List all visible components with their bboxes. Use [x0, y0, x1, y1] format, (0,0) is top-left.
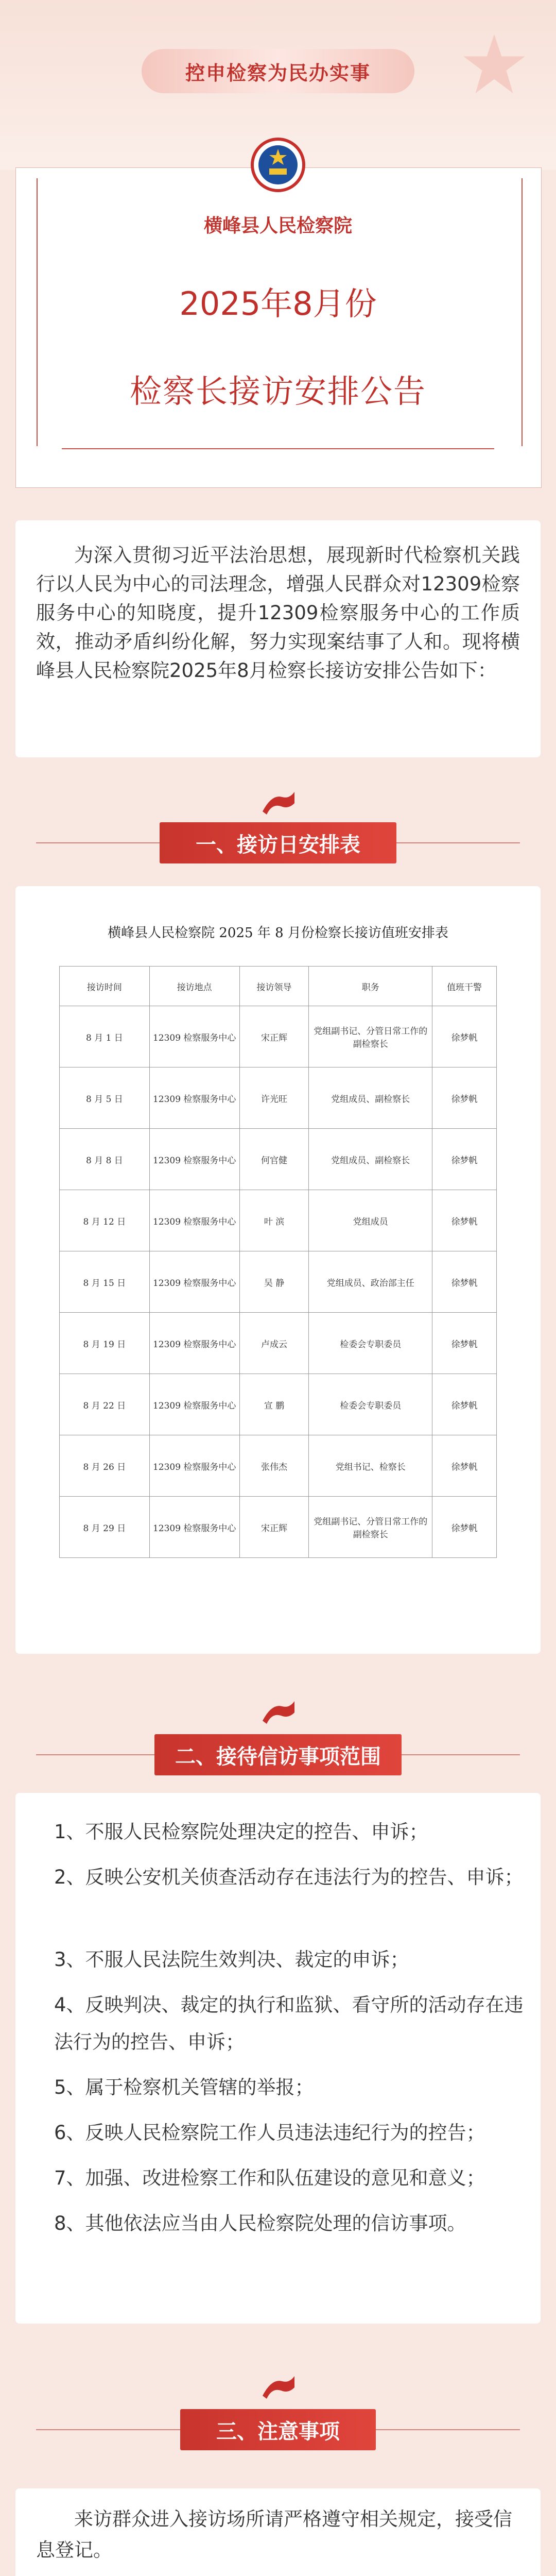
location-cell: 12309 检察服务中心 — [149, 1435, 239, 1497]
list-item: 4、反映判决、裁定的执行和监狱、看守所的活动存在违法行为的控告、申诉； — [54, 1994, 524, 2053]
header-cell: 职务 — [309, 967, 432, 1006]
table-row — [60, 1129, 497, 1190]
schedule-card — [15, 886, 541, 1654]
date-cell: 8 月 8 日 — [60, 1129, 150, 1190]
intro-card — [15, 520, 541, 757]
list-item: 3、不服人民法院生效判决、裁定的申诉； — [54, 1948, 409, 1971]
page-title: 检察长接访安排公告 — [129, 372, 426, 410]
duty-officer-cell: 徐梦帆 — [432, 1313, 497, 1374]
duty-officer-cell: 徐梦帆 — [432, 1129, 497, 1190]
section1-heading: 一、接访日安排表 — [160, 822, 396, 863]
slogan-banner — [142, 49, 414, 93]
leader-cell: 何官健 — [239, 1129, 309, 1190]
table-row — [60, 1374, 497, 1435]
schedule-title: 横峰县人民检察院 2025 年 8 月份检察长接访值班安排表 — [108, 925, 448, 941]
table-row — [60, 1435, 497, 1497]
header-cell: 接访时间 — [60, 967, 150, 1006]
position-cell: 党组成员、政治部主任 — [309, 1251, 432, 1313]
leader-cell: 宣 鹏 — [239, 1374, 309, 1435]
list-item: 8、其他依法应当由人民检察院处理的信访事项。 — [54, 2212, 466, 2234]
location-cell: 12309 检察服务中心 — [149, 1190, 239, 1251]
header-cell: 接访领导 — [239, 967, 309, 1006]
list-item: 5、属于检察机关管辖的举报； — [54, 2076, 314, 2098]
location-cell: 12309 检察服务中心 — [149, 1251, 239, 1313]
section2-heading: 二、接待信访事项范围 — [154, 1734, 402, 1775]
list-item: 1、不服人民检察院处理决定的控告、申诉； — [54, 1821, 428, 1843]
position-cell: 党组书记、检察长 — [309, 1435, 432, 1497]
table-row — [60, 1006, 497, 1067]
position-cell: 党组成员 — [309, 1190, 432, 1251]
header-cell: 接访地点 — [149, 967, 239, 1006]
location-cell: 12309 检察服务中心 — [149, 1374, 239, 1435]
date-cell: 8 月 29 日 — [60, 1497, 150, 1558]
date-cell: 8 月 15 日 — [60, 1251, 150, 1313]
date-cell: 8 月 12 日 — [60, 1190, 150, 1251]
table-row — [60, 1497, 497, 1558]
leader-cell: 叶 滨 — [239, 1190, 309, 1251]
star-icon — [461, 31, 528, 98]
header-cell: 值班干警 — [432, 967, 497, 1006]
position-cell: 党组副书记、分管日常工作的副检察长 — [309, 1497, 432, 1558]
table-row — [60, 1251, 497, 1313]
schedule-table — [59, 966, 497, 1558]
list-item: 6、反映人民检察院工作人员违法违纪行为的控告； — [54, 2122, 485, 2144]
leader-cell: 吴 静 — [239, 1251, 309, 1313]
date-cell: 8 月 19 日 — [60, 1313, 150, 1374]
duty-officer-cell: 徐梦帆 — [432, 1067, 497, 1129]
section3-line-left — [36, 2429, 180, 2430]
section1-line-right — [396, 842, 520, 843]
position-cell: 检委会专职委员 — [309, 1313, 432, 1374]
location-cell: 12309 检察服务中心 — [149, 1497, 239, 1558]
duty-officer-cell: 徐梦帆 — [432, 1374, 497, 1435]
flag-ornament-icon — [257, 1695, 299, 1726]
position-cell: 党组成员、副检察长 — [309, 1067, 432, 1129]
duty-officer-cell: 徐梦帆 — [432, 1006, 497, 1067]
section1-line-left — [36, 842, 160, 843]
location-cell: 12309 检察服务中心 — [149, 1129, 239, 1190]
list-item: 7、加强、改进检察工作和队伍建设的意见和意义； — [54, 2167, 485, 2189]
duty-officer-cell: 徐梦帆 — [432, 1435, 497, 1497]
table-row — [60, 1190, 497, 1251]
section2-line-right — [402, 1754, 520, 1755]
date-cell: 8 月 26 日 — [60, 1435, 150, 1497]
leader-cell: 卢成云 — [239, 1313, 309, 1374]
date-cell: 8 月 5 日 — [60, 1067, 150, 1129]
leader-cell: 张伟杰 — [239, 1435, 309, 1497]
title-month: 2025年8月份 — [179, 285, 377, 323]
flag-ornament-icon — [257, 786, 299, 817]
position-cell: 党组成员、副检察长 — [309, 1129, 432, 1190]
location-cell: 12309 检察服务中心 — [149, 1006, 239, 1067]
leader-cell: 许光旺 — [239, 1067, 309, 1129]
section2-line-left — [36, 1754, 154, 1755]
date-cell: 8 月 22 日 — [60, 1374, 150, 1435]
position-cell: 检委会专职委员 — [309, 1374, 432, 1435]
location-cell: 12309 检察服务中心 — [149, 1313, 239, 1374]
position-cell: 党组副书记、分管日常工作的副检察长 — [309, 1006, 432, 1067]
title-org: 横峰县人民检察院 — [203, 215, 352, 236]
table-row — [60, 1067, 497, 1129]
procuratorate-emblem-icon — [250, 137, 306, 193]
duty-officer-cell: 徐梦帆 — [432, 1497, 497, 1558]
list-item: 2、反映公安机关侦查活动存在违法行为的控告、申诉； — [54, 1866, 524, 1888]
leader-cell: 宋正辉 — [239, 1497, 309, 1558]
section3-heading: 三、注意事项 — [180, 2409, 376, 2450]
notice-text: 来访群众进入接访场所请严格遵守相关规定，接受信息登记。 — [36, 2508, 512, 2561]
notice-card — [15, 2488, 541, 2576]
location-cell: 12309 检察服务中心 — [149, 1067, 239, 1129]
table-row — [60, 1313, 497, 1374]
duty-officer-cell: 徐梦帆 — [432, 1251, 497, 1313]
slogan-text: 控申检察为民办实事 — [185, 61, 371, 84]
leader-cell: 宋正辉 — [239, 1006, 309, 1067]
title-divider — [62, 448, 494, 449]
table-header-row — [60, 967, 497, 1006]
flag-ornament-icon — [257, 2370, 299, 2401]
section3-line-right — [376, 2429, 520, 2430]
petition-scope-card — [15, 1793, 541, 2324]
duty-officer-cell: 徐梦帆 — [432, 1190, 497, 1251]
date-cell: 8 月 1 日 — [60, 1006, 150, 1067]
intro-text: 为深入贯彻习近平法治思想，展现新时代检察机关践行以人民为中心的司法理念，增强人民群众对12309检察服务中心的知晓度，提升12309检察服务中心的工作质效，推动矛盾纠纷化解，努力实现案结事了人和。现将横峰县人民检察院2025年8月检察长接访安排公告如下： — [36, 544, 520, 682]
